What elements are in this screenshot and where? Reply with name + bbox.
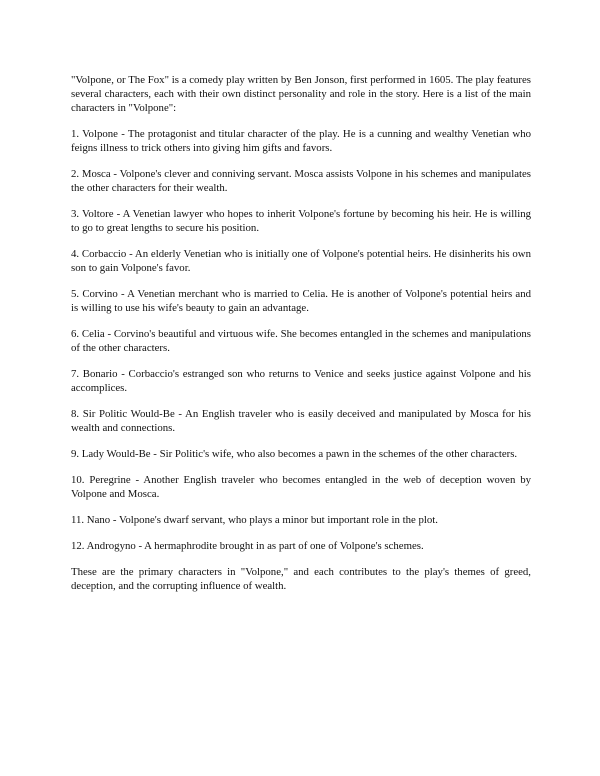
- character-entry-lady-would-be: 9. Lady Would-Be - Sir Politic's wife, who also becomes a pawn in the schemes of the other characters.: [71, 448, 518, 460]
- character-entry-bonario: 7. Bonario - Corbaccio's estranged son who returns to Venice and seeks justice against Volpone and his accomplices.: [71, 368, 531, 394]
- character-entry-sir-politic: 8. Sir Politic Would-Be - An English traveler who is easily deceived and manipulated by Mosca for his wealth and connections.: [71, 408, 531, 434]
- character-entry-corbaccio: 4. Corbaccio - An elderly Venetian who is initially one of Volpone's potential heirs. He disinherits his own son to gain Volpone's favor.: [71, 248, 531, 274]
- character-entry-corvino: 5. Corvino - A Venetian merchant who is married to Celia. He is another of Volpone's potential heirs and is willing to use his wife's beauty to gain an advantage.: [71, 288, 531, 314]
- character-entry-volpone: 1. Volpone - The protagonist and titular character of the play. He is a cunning and wealthy Venetian who feigns illness to trick others into giving him gifts and favors.: [71, 128, 531, 154]
- intro-paragraph: "Volpone, or The Fox" is a comedy play written by Ben Jonson, first performed in 1605. The play features several characters, each with their own distinct personality and role in the story. Here is a list of the main characters in "Volpone":: [71, 74, 531, 114]
- character-entry-nano: 11. Nano - Volpone's dwarf servant, who plays a minor but important role in the plot.: [71, 514, 438, 526]
- character-entry-voltore: 3. Voltore - A Venetian lawyer who hopes to inherit Volpone's fortune by becoming his heir. He is willing to go to great lengths to secure his position.: [71, 208, 531, 234]
- document-body: [71, 73, 531, 593]
- character-entry-mosca: 2. Mosca - Volpone's clever and conniving servant. Mosca assists Volpone in his schemes and manipulates the other characters for their wealth.: [71, 168, 531, 194]
- character-entry-celia: 6. Celia - Corvino's beautiful and virtuous wife. She becomes entangled in the schemes and manipulations of the other characters.: [71, 328, 531, 354]
- conclusion-paragraph: These are the primary characters in "Volpone," and each contributes to the play's themes of greed, deception, and the corrupting influence of wealth.: [71, 566, 531, 592]
- character-entry-peregrine: 10. Peregrine - Another English traveler who becomes entangled in the web of deception woven by Volpone and Mosca.: [71, 474, 531, 500]
- character-entry-androgyno: 12. Androgyno - A hermaphrodite brought in as part of one of Volpone's schemes.: [71, 540, 424, 552]
